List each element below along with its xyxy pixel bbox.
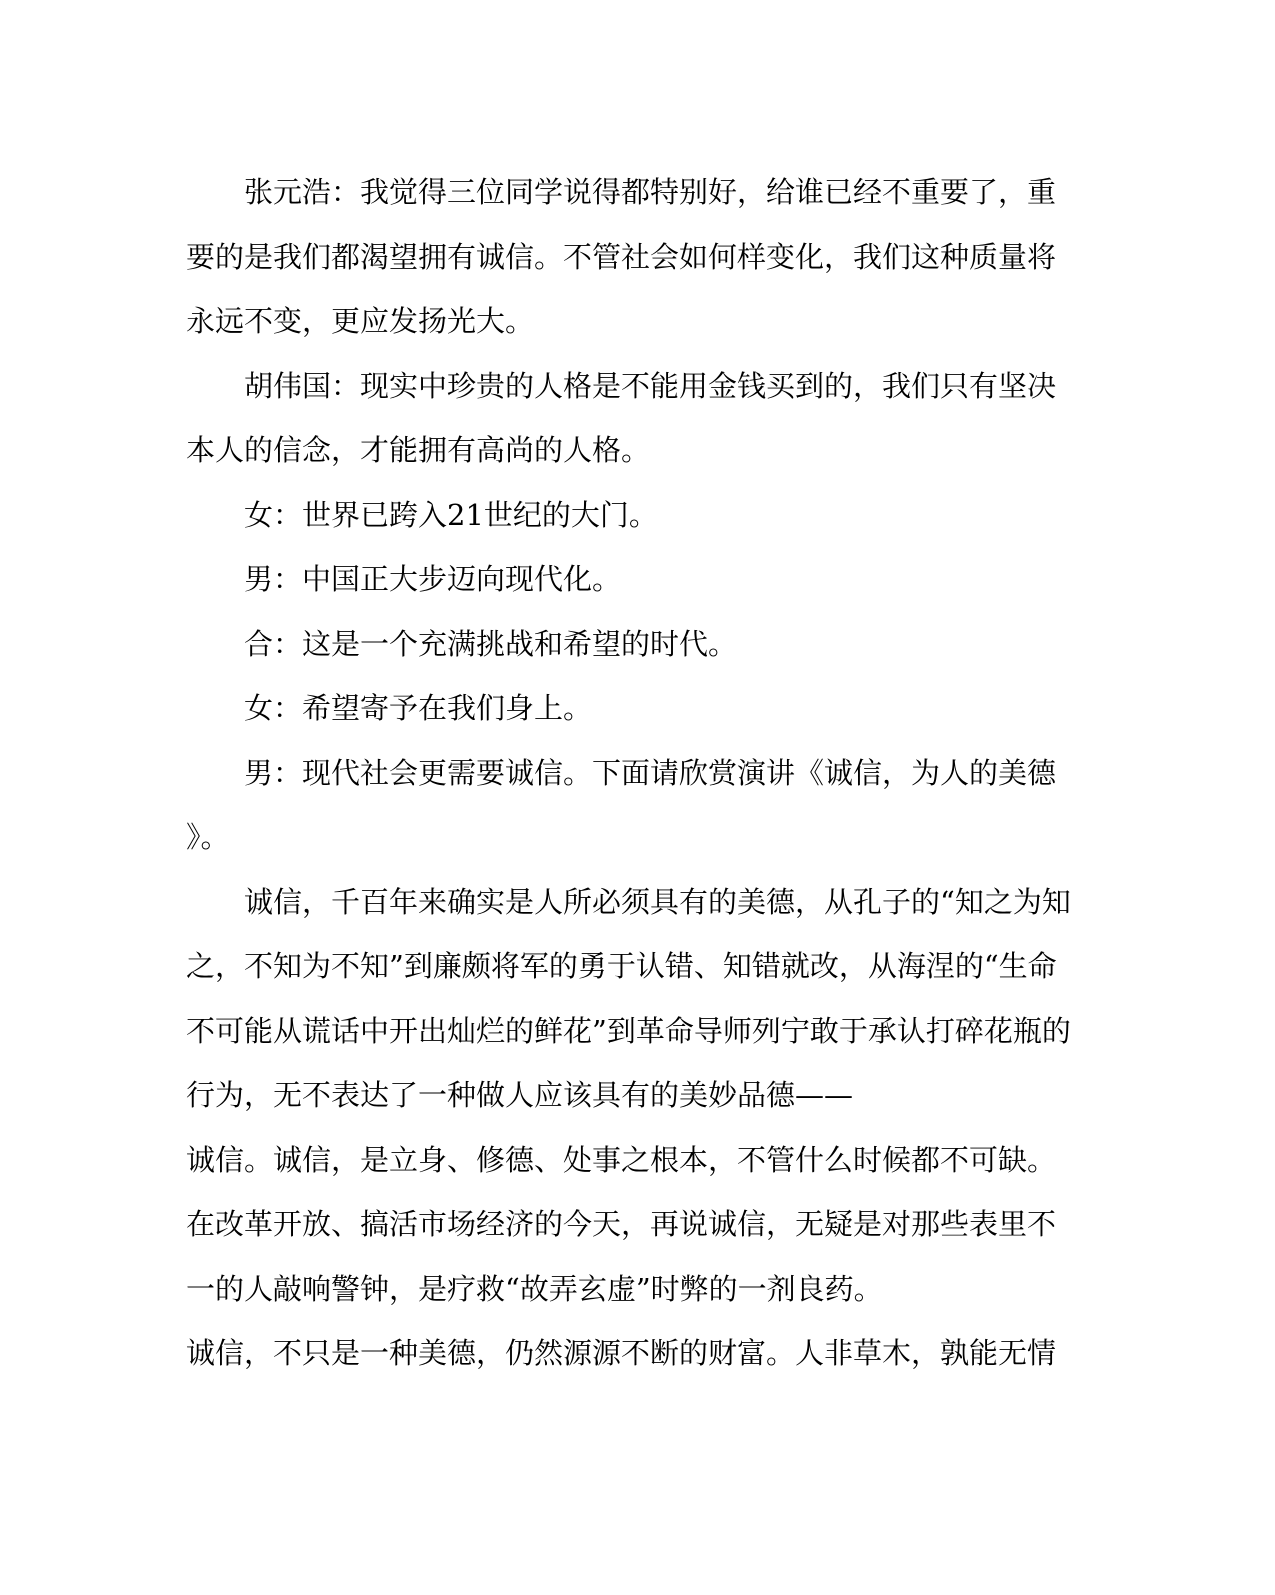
paragraph-line: 胡伟国：现实中珍贵的人格是不能用金钱买到的，我们只有坚决 (244, 368, 1057, 403)
paragraph-line: 在改革开放、搞活市场经济的今天，再说诚信，无疑是对那些表里不 (186, 1207, 1057, 1241)
paragraph-line: 男：中国正大步迈向现代化。 (244, 562, 622, 596)
paragraph-line: 之，不知为不知”到廉颇将军的勇于认错、知错就改，从海涅的“生命 (186, 949, 1057, 983)
paragraph-line: 行为，无不表达了一种做人应该具有的美妙品德—— (186, 1078, 854, 1112)
paragraph-line: 》。 (186, 820, 230, 854)
paragraph-line: 本人的信念，才能拥有高尚的人格。 (186, 433, 651, 467)
paragraph-line: 一的人敲响警钟，是疗救“故弄玄虚”时弊的一剂良药。 (186, 1271, 883, 1306)
paragraph-line: 女：希望寄予在我们身上。 (244, 691, 593, 725)
document-body (186, 160, 1071, 1386)
paragraph-line: 诚信，千百年来确实是人所必须具有的美德，从孔子的“知之为知 (244, 884, 1071, 919)
paragraph-line: 男：现代社会更需要诚信。下面请欣赏演讲《诚信，为人的美德 (244, 755, 1057, 790)
paragraph-line: 合：这是一个充满挑战和希望的时代。 (244, 626, 738, 661)
paragraph-line: 诚信。诚信，是立身、修德、处事之根本，不管什么时候都不可缺。 (186, 1142, 1057, 1177)
paragraph-line: 要的是我们都渴望拥有诚信。不管社会如何样变化，我们这种质量将 (186, 239, 1057, 274)
paragraph-line: 永远不变，更应发扬光大。 (186, 304, 535, 338)
paragraph-line: 诚信，不只是一种美德，仍然源源不断的财富。人非草木，孰能无情 (186, 1336, 1057, 1370)
paragraph-line: 不可能从谎话中开出灿烂的鲜花”到革命导师列宁敢于承认打碎花瓶的 (186, 1013, 1071, 1048)
paragraph-line: 张元浩：我觉得三位同学说得都特别好，给谁已经不重要了，重 (244, 175, 1057, 209)
paragraph-line: 女：世界已跨入21世纪的大门。 (244, 497, 658, 532)
